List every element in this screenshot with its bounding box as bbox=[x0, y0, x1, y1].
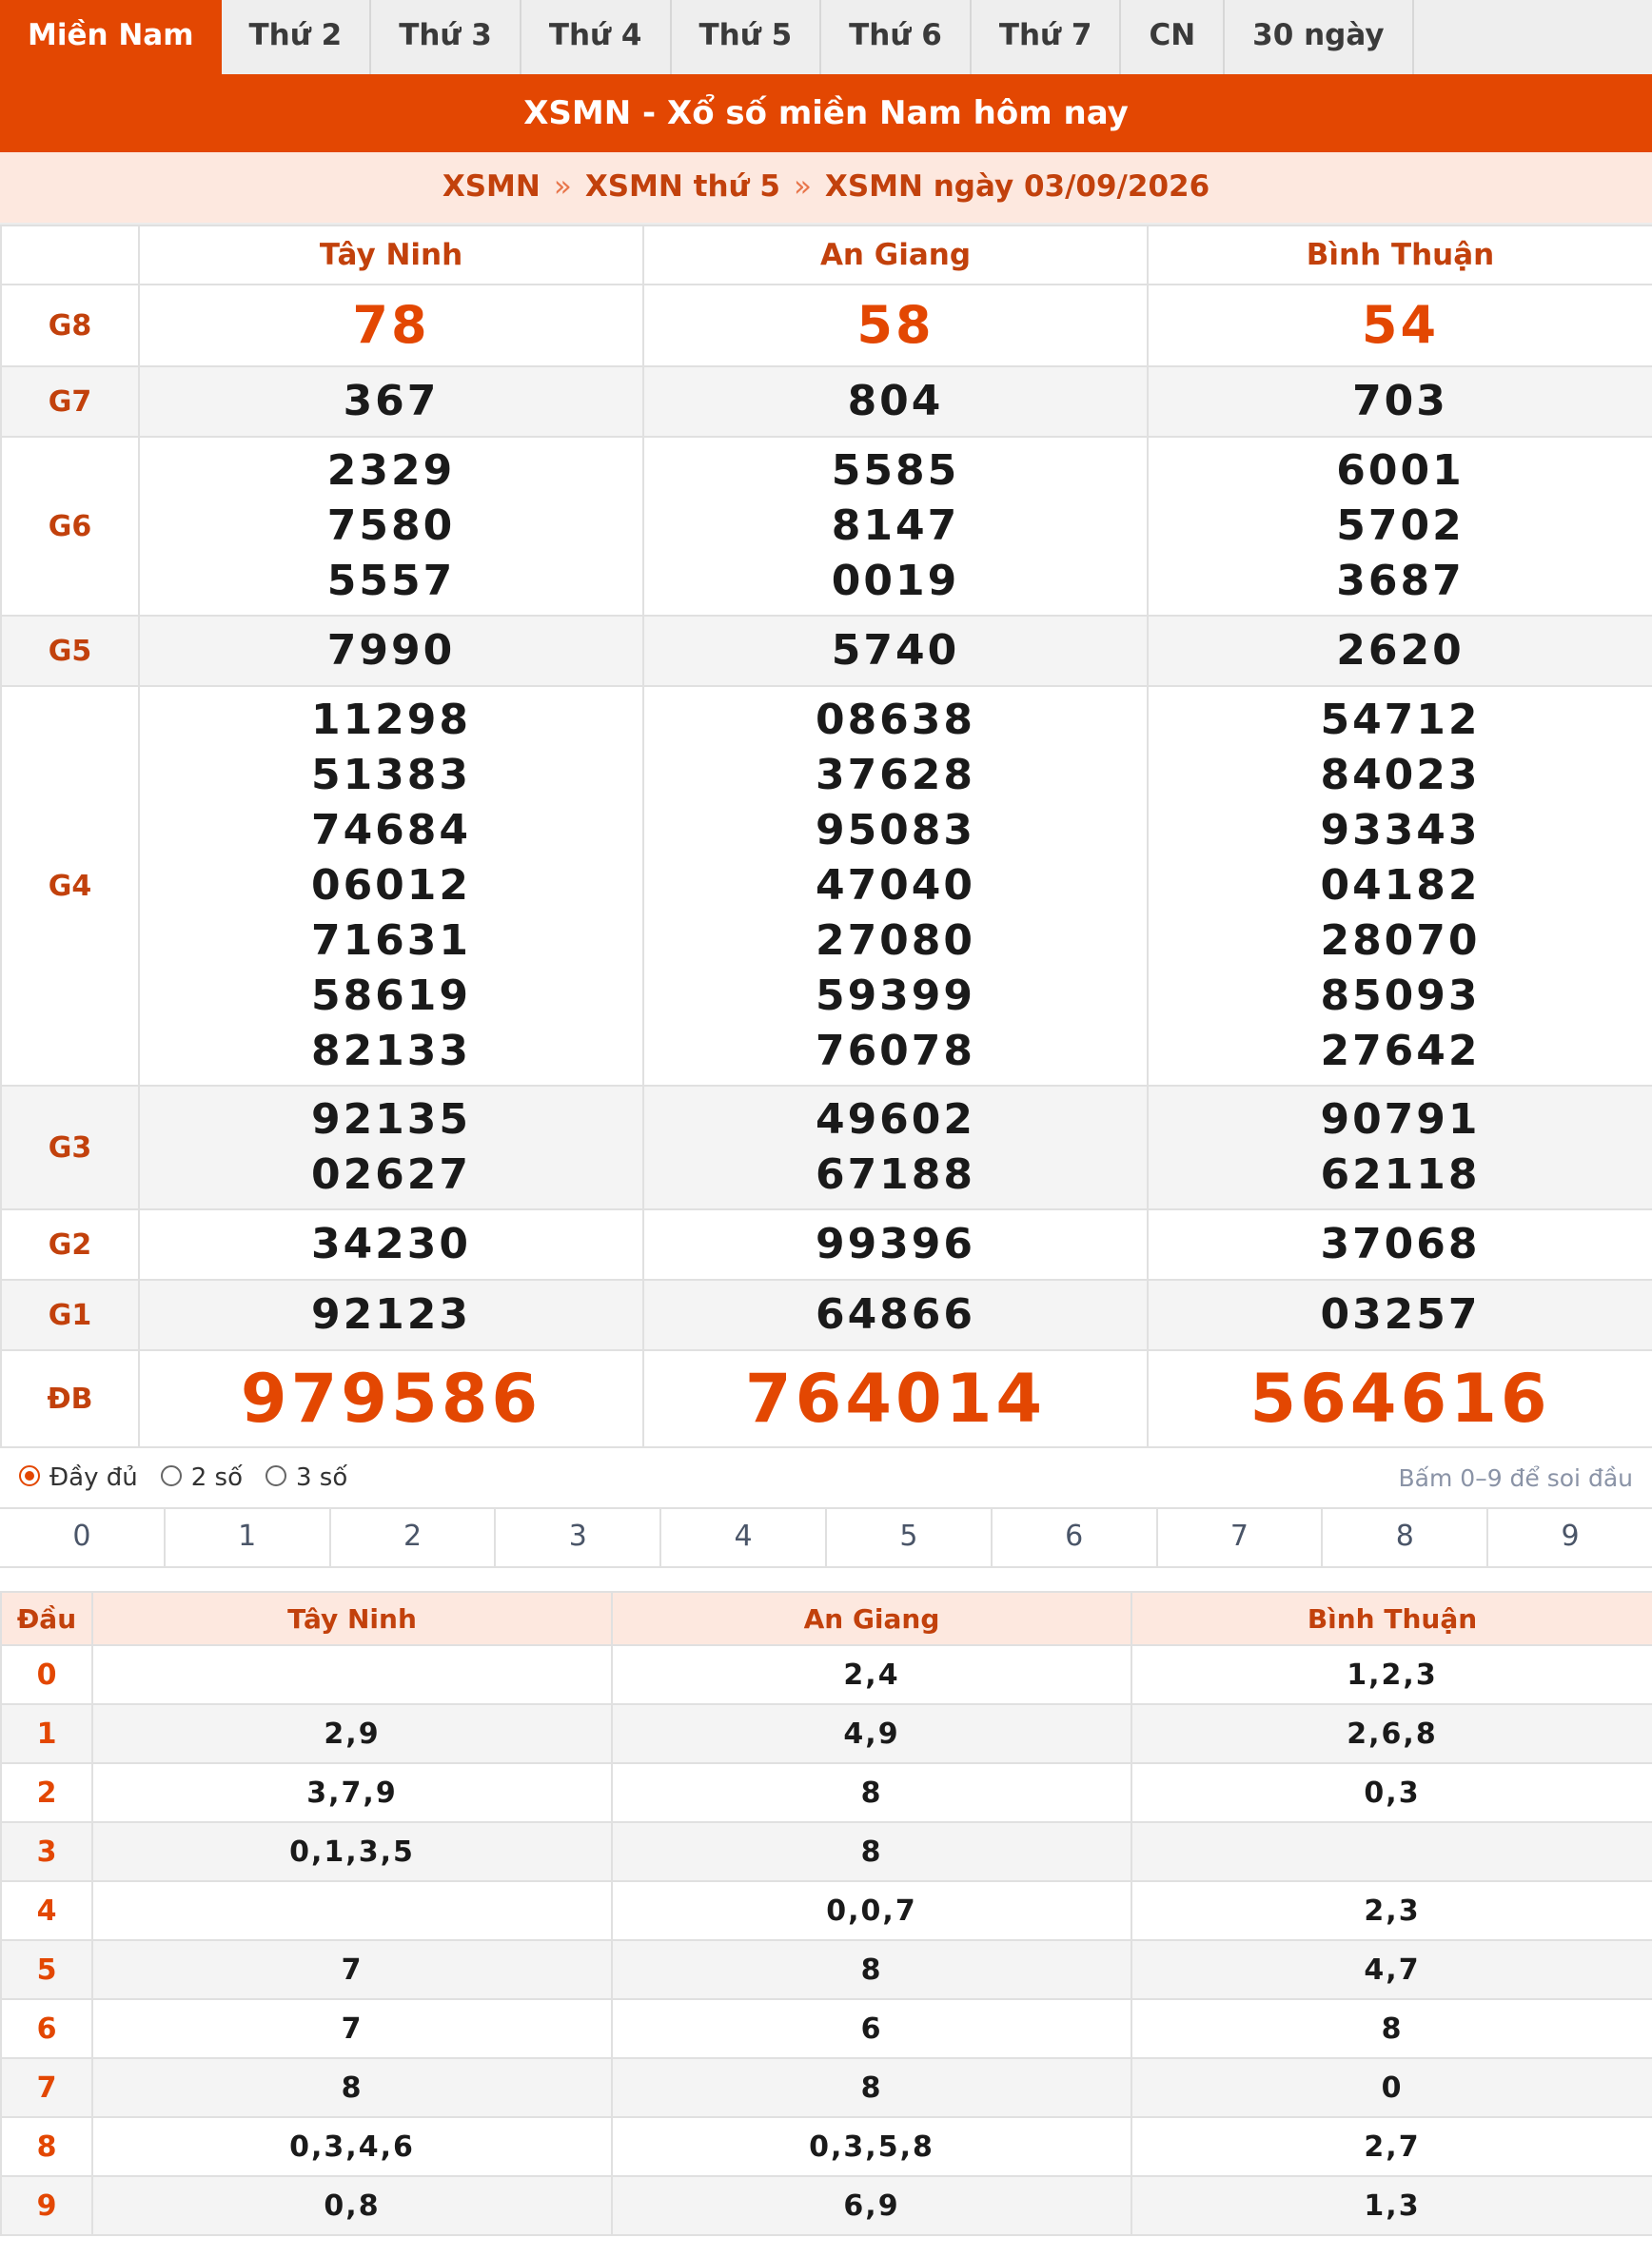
prize-number: 58619 bbox=[310, 971, 472, 1020]
dau-value: 2,9 bbox=[92, 1704, 612, 1763]
prize-number: 67188 bbox=[815, 1150, 976, 1199]
prize-number: 2329 bbox=[326, 446, 456, 495]
option-2-so-label: 2 số bbox=[190, 1463, 243, 1492]
prize-number: 764014 bbox=[744, 1360, 1047, 1438]
prize-label: G5 bbox=[1, 616, 139, 686]
dau-row bbox=[1, 1940, 1652, 1999]
dau-value: 0,3 bbox=[1131, 1763, 1652, 1822]
prize-number: 54712 bbox=[1320, 696, 1481, 744]
digit-button-3[interactable]: 3 bbox=[496, 1509, 661, 1566]
prize-number: 08638 bbox=[815, 696, 976, 744]
tab-thu-5[interactable]: Thứ 5 bbox=[672, 0, 822, 74]
dau-value: 2,3 bbox=[1131, 1881, 1652, 1940]
prize-number: 84023 bbox=[1320, 751, 1481, 799]
dau-digit: 2 bbox=[1, 1763, 92, 1822]
prize-row bbox=[1, 1086, 1652, 1209]
dau-header: Đầu bbox=[1, 1592, 92, 1645]
prize-number: 5557 bbox=[326, 557, 456, 605]
prize-number: 92123 bbox=[310, 1290, 472, 1339]
prize-number: 06012 bbox=[310, 861, 472, 910]
dau-digit: 0 bbox=[1, 1645, 92, 1704]
tab-thu-7[interactable]: Thứ 7 bbox=[972, 0, 1122, 74]
prize-cell bbox=[1148, 1350, 1652, 1447]
breadcrumb-xsmn-date[interactable]: XSMN ngày 03/09/2026 bbox=[824, 169, 1210, 204]
province-header: Tây Ninh bbox=[92, 1592, 612, 1645]
prize-number: 6001 bbox=[1336, 446, 1465, 495]
prize-number: 8147 bbox=[831, 501, 960, 550]
dau-value: 8 bbox=[1131, 1999, 1652, 2058]
prize-label: G2 bbox=[1, 1209, 139, 1280]
dau-digit: 1 bbox=[1, 1704, 92, 1763]
day-tabs bbox=[0, 0, 1652, 74]
prize-cell bbox=[1148, 1209, 1652, 1280]
display-options bbox=[0, 1448, 1652, 1507]
prize-number: 95083 bbox=[815, 806, 976, 854]
dau-digit: 3 bbox=[1, 1822, 92, 1881]
prize-number: 0019 bbox=[831, 557, 960, 605]
dau-value: 2,6,8 bbox=[1131, 1704, 1652, 1763]
prize-number: 28070 bbox=[1320, 916, 1481, 965]
prize-label: G7 bbox=[1, 366, 139, 437]
prize-number: 5740 bbox=[831, 626, 960, 675]
prize-row bbox=[1, 437, 1652, 616]
prize-number: 54 bbox=[1361, 295, 1440, 355]
digit-button-8[interactable]: 8 bbox=[1323, 1509, 1488, 1566]
dau-value: 7 bbox=[92, 1999, 612, 2058]
option-3-so[interactable] bbox=[266, 1463, 347, 1492]
page-title: XSMN - Xổ số miền Nam hôm nay bbox=[0, 74, 1652, 152]
radio-icon[interactable] bbox=[161, 1465, 182, 1486]
dau-digit: 7 bbox=[1, 2058, 92, 2117]
prize-number: 7990 bbox=[326, 626, 456, 675]
dau-value: 0 bbox=[1131, 2058, 1652, 2117]
prize-number: 62118 bbox=[1320, 1150, 1481, 1199]
prize-cell bbox=[643, 1280, 1148, 1350]
dau-value: 8 bbox=[612, 1940, 1131, 1999]
prize-row bbox=[1, 1280, 1652, 1350]
prize-label: G1 bbox=[1, 1280, 139, 1350]
dau-value: 0,1,3,5 bbox=[92, 1822, 612, 1881]
prize-number: 99396 bbox=[815, 1220, 976, 1268]
prize-label: G3 bbox=[1, 1086, 139, 1209]
dau-table bbox=[0, 1591, 1652, 2236]
prize-cell bbox=[139, 616, 643, 686]
dau-value: 8 bbox=[612, 1763, 1131, 1822]
prize-number: 74684 bbox=[310, 806, 472, 854]
prize-label: G4 bbox=[1, 686, 139, 1086]
prize-cell bbox=[139, 686, 643, 1086]
dau-row bbox=[1, 1881, 1652, 1940]
prize-cell bbox=[1148, 285, 1652, 366]
dau-digit: 6 bbox=[1, 1999, 92, 2058]
prize-number: 804 bbox=[847, 377, 944, 425]
prize-number: 979586 bbox=[240, 1360, 542, 1438]
prize-cell bbox=[139, 285, 643, 366]
radio-icon[interactable] bbox=[266, 1465, 286, 1486]
dau-value: 7 bbox=[92, 1940, 612, 1999]
prize-cell bbox=[643, 686, 1148, 1086]
prize-cell bbox=[1148, 366, 1652, 437]
dau-row bbox=[1, 1645, 1652, 1704]
prize-number: 27080 bbox=[815, 916, 976, 965]
dau-digit: 4 bbox=[1, 1881, 92, 1940]
tab-cn[interactable]: CN bbox=[1121, 0, 1225, 74]
prize-number: 7580 bbox=[326, 501, 456, 550]
prize-label: ĐB bbox=[1, 1350, 139, 1447]
digit-button-5[interactable]: 5 bbox=[827, 1509, 993, 1566]
breadcrumb-xsmn[interactable]: XSMN bbox=[442, 169, 541, 204]
prize-number: 49602 bbox=[815, 1095, 976, 1144]
option-2-so[interactable] bbox=[161, 1463, 243, 1492]
radio-icon[interactable] bbox=[19, 1465, 40, 1486]
prize-cell bbox=[643, 285, 1148, 366]
prize-row bbox=[1, 616, 1652, 686]
prize-number: 76078 bbox=[815, 1027, 976, 1075]
province-header: Bình Thuận bbox=[1131, 1592, 1652, 1645]
dau-row bbox=[1, 2058, 1652, 2117]
prize-cell bbox=[139, 1209, 643, 1280]
tab-thu-2[interactable]: Thứ 2 bbox=[222, 0, 372, 74]
dau-value: 2,4 bbox=[612, 1645, 1131, 1704]
tab-thu-4[interactable]: Thứ 4 bbox=[521, 0, 672, 74]
prize-cell bbox=[643, 366, 1148, 437]
prize-number: 2620 bbox=[1336, 626, 1465, 675]
province-header: Tây Ninh bbox=[139, 226, 643, 285]
prize-cell bbox=[139, 437, 643, 616]
tab-30-ngay[interactable]: 30 ngày bbox=[1225, 0, 1413, 74]
digit-button-6[interactable]: 6 bbox=[993, 1509, 1158, 1566]
dau-digit: 9 bbox=[1, 2176, 92, 2235]
prize-row bbox=[1, 366, 1652, 437]
dau-value: 4,7 bbox=[1131, 1940, 1652, 1999]
breadcrumb-separator: » bbox=[793, 169, 812, 204]
dau-digit: 5 bbox=[1, 1940, 92, 1999]
prize-number: 47040 bbox=[815, 861, 976, 910]
prize-number: 11298 bbox=[310, 696, 472, 744]
prize-number: 92135 bbox=[310, 1095, 472, 1144]
dau-value: 6 bbox=[612, 1999, 1131, 2058]
dau-value: 8 bbox=[612, 2058, 1131, 2117]
dau-value: 0,3,4,6 bbox=[92, 2117, 612, 2176]
dau-row bbox=[1, 1763, 1652, 1822]
dau-value: 0,8 bbox=[92, 2176, 612, 2235]
province-header: An Giang bbox=[612, 1592, 1131, 1645]
digit-button-9[interactable]: 9 bbox=[1561, 1520, 1580, 1553]
prize-cell bbox=[139, 1086, 643, 1209]
prize-label: G6 bbox=[1, 437, 139, 616]
prize-number: 37628 bbox=[815, 751, 976, 799]
prize-cell bbox=[1148, 1086, 1652, 1209]
dau-value: 6,9 bbox=[612, 2176, 1131, 2235]
digit-button-0[interactable]: 0 bbox=[0, 1509, 166, 1566]
prize-row bbox=[1, 1209, 1652, 1280]
prize-cell bbox=[139, 1280, 643, 1350]
digit-filter-bar bbox=[0, 1507, 1652, 1568]
dau-digit: 8 bbox=[1, 2117, 92, 2176]
tab-thu-6[interactable]: Thứ 6 bbox=[821, 0, 972, 74]
dau-row bbox=[1, 2117, 1652, 2176]
prize-row bbox=[1, 285, 1652, 366]
digit-button-7[interactable]: 7 bbox=[1158, 1509, 1324, 1566]
prize-number: 78 bbox=[352, 295, 430, 355]
dau-value bbox=[92, 1645, 612, 1704]
digit-button-1[interactable]: 1 bbox=[166, 1509, 331, 1566]
option-full[interactable] bbox=[19, 1463, 138, 1492]
prize-cell bbox=[643, 616, 1148, 686]
prize-number: 02627 bbox=[310, 1150, 472, 1199]
dau-value: 0,0,7 bbox=[612, 1881, 1131, 1940]
prize-cell bbox=[643, 1350, 1148, 1447]
prize-cell bbox=[643, 437, 1148, 616]
prize-number: 85093 bbox=[1320, 971, 1481, 1020]
digit-hint: Bấm 0–9 để soi đầu bbox=[1398, 1463, 1633, 1492]
prize-number: 03257 bbox=[1320, 1290, 1481, 1339]
results-table bbox=[0, 225, 1652, 1448]
tab-mien-nam[interactable]: Miền Nam bbox=[0, 0, 222, 74]
option-3-so-label: 3 số bbox=[295, 1463, 348, 1492]
prize-number: 04182 bbox=[1320, 861, 1481, 910]
prize-number: 5702 bbox=[1336, 501, 1465, 550]
corner-cell bbox=[1, 226, 139, 285]
dau-value: 2,7 bbox=[1131, 2117, 1652, 2176]
breadcrumb-xsmn-thu-5[interactable]: XSMN thứ 5 bbox=[584, 169, 780, 204]
digit-button-4[interactable]: 4 bbox=[661, 1509, 827, 1566]
dau-row bbox=[1, 1999, 1652, 2058]
option-full-label: Đầy đủ bbox=[49, 1463, 138, 1492]
dau-value: 1,2,3 bbox=[1131, 1645, 1652, 1704]
dau-value bbox=[92, 1881, 612, 1940]
dau-value: 8 bbox=[92, 2058, 612, 2117]
prize-number: 93343 bbox=[1320, 806, 1481, 854]
prize-cell bbox=[643, 1209, 1148, 1280]
tab-thu-3[interactable]: Thứ 3 bbox=[371, 0, 521, 74]
prize-number: 564616 bbox=[1249, 1360, 1551, 1438]
dau-row bbox=[1, 1822, 1652, 1881]
prize-number: 367 bbox=[343, 377, 440, 425]
prize-cell bbox=[1148, 437, 1652, 616]
province-header: An Giang bbox=[643, 226, 1148, 285]
prize-number: 71631 bbox=[310, 916, 472, 965]
prize-row bbox=[1, 1350, 1652, 1447]
dau-row bbox=[1, 2176, 1652, 2235]
prize-cell bbox=[1148, 616, 1652, 686]
prize-number: 82133 bbox=[310, 1027, 472, 1075]
dau-value: 0,3,5,8 bbox=[612, 2117, 1131, 2176]
prize-row bbox=[1, 686, 1652, 1086]
dau-value: 8 bbox=[612, 1822, 1131, 1881]
prize-cell bbox=[643, 1086, 1148, 1209]
prize-number: 5585 bbox=[831, 446, 960, 495]
prize-cell bbox=[139, 1350, 643, 1447]
province-header: Bình Thuận bbox=[1148, 226, 1652, 285]
prize-number: 59399 bbox=[815, 971, 976, 1020]
dau-value: 3,7,9 bbox=[92, 1763, 612, 1822]
dau-row bbox=[1, 1704, 1652, 1763]
prize-number: 34230 bbox=[310, 1220, 472, 1268]
dau-value: 1,3 bbox=[1131, 2176, 1652, 2235]
prize-cell bbox=[1148, 1280, 1652, 1350]
prize-number: 58 bbox=[856, 295, 934, 355]
prize-number: 27642 bbox=[1320, 1027, 1481, 1075]
breadcrumb bbox=[0, 152, 1652, 225]
prize-cell bbox=[139, 366, 643, 437]
prize-number: 37068 bbox=[1320, 1220, 1481, 1268]
prize-number: 90791 bbox=[1320, 1095, 1481, 1144]
prize-label: G8 bbox=[1, 285, 139, 366]
dau-value bbox=[1131, 1822, 1652, 1881]
prize-number: 3687 bbox=[1336, 557, 1465, 605]
dau-value: 4,9 bbox=[612, 1704, 1131, 1763]
breadcrumb-separator: » bbox=[553, 169, 572, 204]
prize-number: 64866 bbox=[815, 1290, 976, 1339]
digit-button-2[interactable]: 2 bbox=[331, 1509, 497, 1566]
prize-cell bbox=[1148, 686, 1652, 1086]
prize-number: 51383 bbox=[310, 751, 472, 799]
prize-number: 703 bbox=[1352, 377, 1448, 425]
